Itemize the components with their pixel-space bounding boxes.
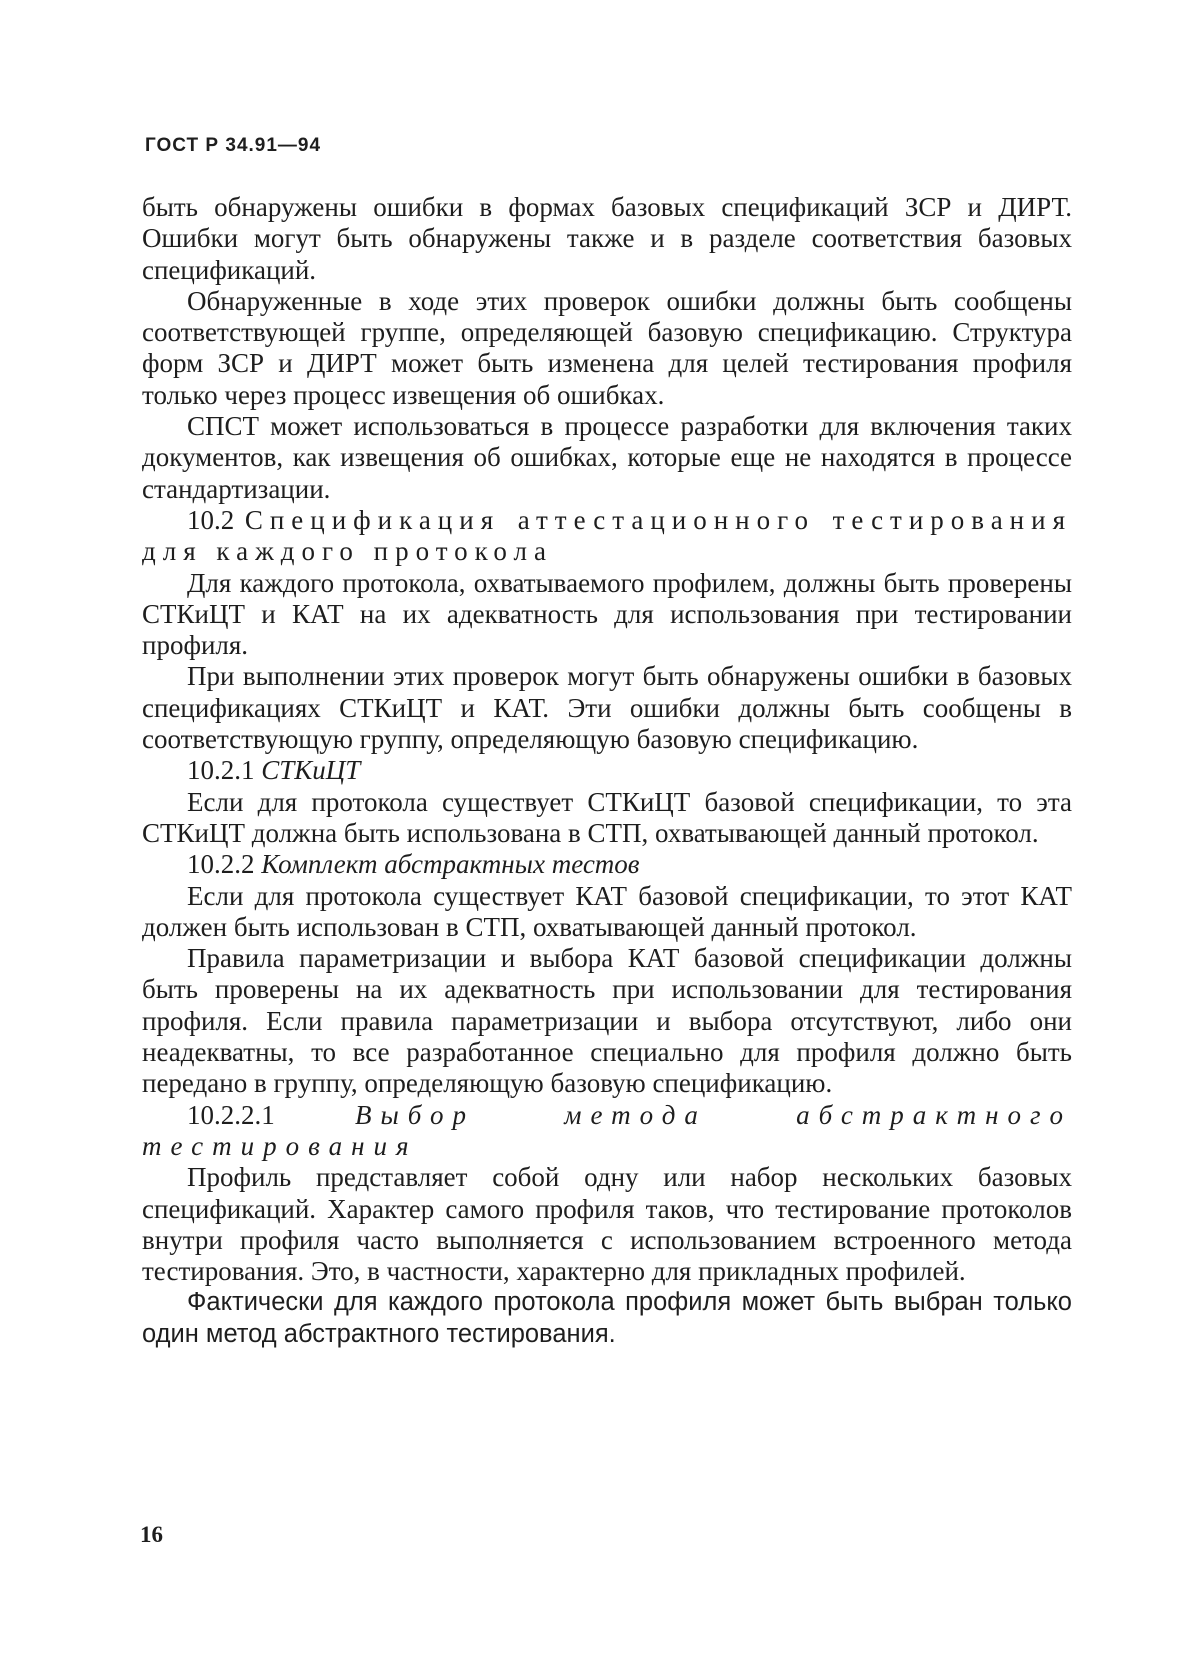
paragraph: быть обнаружены ошибки в формах базовых спецификаций ЗСР и ДИРТ. Ошибки могут быть обнаружены также и в разделе соответствия базовых спецификаций. [142,192,1072,285]
section-number: 10.2.2 [187,849,255,880]
paragraph: Фактически для каждого протокола профиля может быть выбран только один метод абстрактного тестирования. [142,1288,1072,1348]
paragraph: Если для протокола существует СТКиЦТ базовой спецификации, то эта СТКиЦТ должна быть использована в СТП, охватывающей данный протокол. [142,786,1072,848]
section-title: Спецификация аттестационного тестирования для каждого протокола [142,504,1072,567]
paragraph: Если для протокола существует КАТ базовой спецификации, то этот КАТ должен быть использован в СТП, охватывающей данный протокол. [142,880,1072,942]
section-heading-10-2-1 [142,755,1072,786]
paragraph: Правила параметризации и выбора КАТ базовой спецификации должны быть проверены на их адекватность при использовании для тестирования профиля. Если правила параметризации и выбора отсутствуют, либо они неадекватны, то все разработанное специально для профиля должно быть передано в группу, определяющую базовую спецификацию. [142,943,1072,1099]
section-number: 10.2 [187,504,235,535]
paragraph: При выполнении этих проверок могут быть обнаружены ошибки в базовых спецификациях СТКиЦТ и КАТ. Эти ошибки должны быть сообщены в соответствующую группу, определяющую базовую спецификацию. [142,661,1072,755]
section-number: 10.2.1 [187,755,255,786]
section-title: Выбор метода абстрактного тестирования [142,1099,1072,1161]
paragraph: Обнаруженные в ходе этих проверок ошибки должны быть сообщены соответствующей группе, определяющей базовую спецификацию. Структура форм ЗСР и ДИРТ может быть изменена для целей тестирования профиля только через процесс извещения об ошибках. [142,285,1072,410]
section-title: СТКиЦТ [261,755,361,786]
section-heading-10-2 [142,505,1072,568]
page-number: 16 [140,1522,163,1547]
body-text [142,192,1072,1350]
section-heading-10-2-2 [142,849,1072,880]
section-title: Комплект абстрактных тестов [261,849,640,880]
paragraph: СПСТ может использоваться в процессе разработки для включения таких документов, как извещения об ошибках, которые еще не находятся в процессе стандартизации. [142,411,1072,504]
paragraph: Для каждого протокола, охватываемого профилем, должны быть проверены СТКиЦТ и КАТ на их адекватность для использования при тестировании профиля. [142,567,1072,661]
document-header: ГОСТ Р 34.91—94 [145,135,322,156]
section-heading-10-2-2-1 [142,1100,1072,1163]
paragraph: Профиль представляет собой одну или набор нескольких базовых спецификаций. Характер самого профиля таков, что тестирование протоколов внутри профиля часто выполняется с использованием встроенного метода тестирования. Это, в частности, характерно для прикладных профилей. [142,1162,1072,1287]
section-number: 10.2.2.1 [187,1099,275,1130]
